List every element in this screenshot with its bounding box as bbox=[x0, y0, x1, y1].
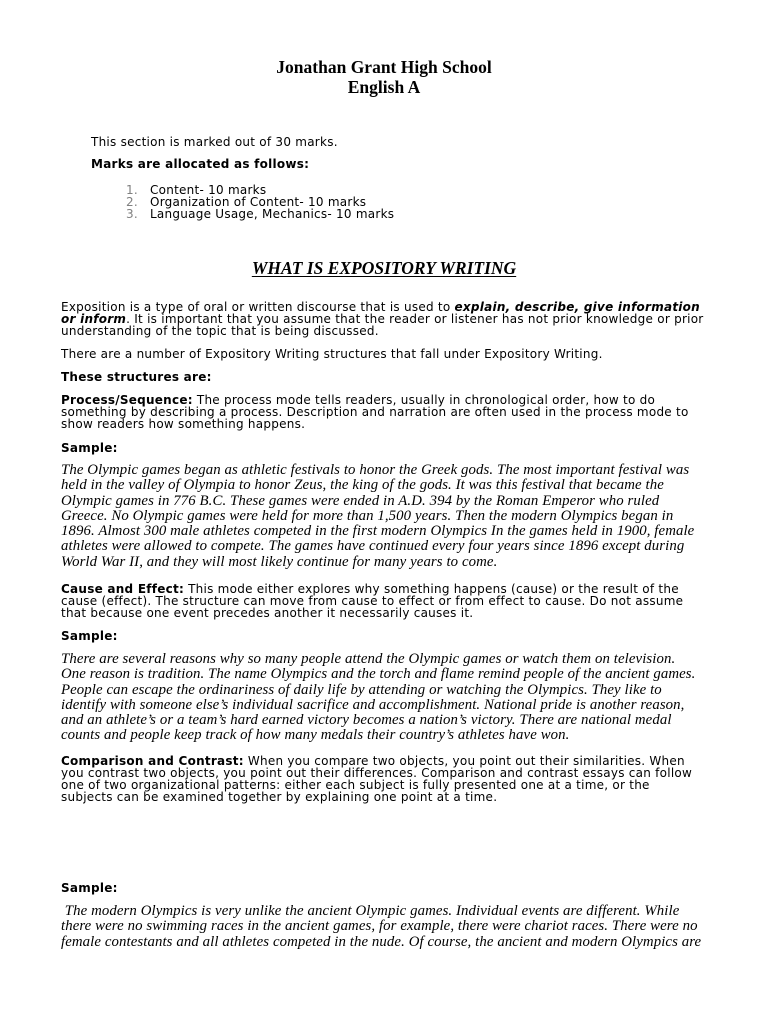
sample-line: counts and people keep track of how many medals their country’s athletes have won. bbox=[61, 727, 570, 744]
sample-line: female contestants and all athletes competed in the nude. Of course, the ancient and modern Olympics are bbox=[61, 933, 702, 950]
sample-label: Sample: bbox=[61, 629, 118, 643]
document-header bbox=[0, 57, 768, 97]
list-item-number: 3. bbox=[126, 207, 138, 221]
list-item-text: Content- 10 marks bbox=[150, 183, 267, 197]
paragraph-line: one of two organizational patterns: either each subject is fully presented one at a time, or the bbox=[61, 778, 650, 792]
course-name: English A bbox=[347, 77, 421, 97]
structures-heading: These structures are: bbox=[61, 370, 212, 384]
sample-line: Greece. No Olympic games were held for more than 1,500 years. Then the modern Olympics began in bbox=[61, 507, 674, 524]
marks-allocation-item bbox=[114, 208, 394, 220]
cause-effect-paragraph bbox=[61, 583, 683, 619]
paragraph-line: something by describing a process. Description and narration are often used in the process mode to bbox=[61, 405, 689, 419]
sample-label: Sample: bbox=[61, 441, 118, 455]
emphasis-text: or inform bbox=[61, 312, 127, 326]
paragraph-text: When you compare two objects, you point out their similarities. When bbox=[247, 754, 685, 768]
sample-line: and an athlete’s or a team’s hard earned victory becomes a nation’s victory. There are national medal bbox=[61, 712, 672, 728]
paragraph-line: cause (effect). The structure can move from cause to effect or from effect to cause. Do not assume bbox=[61, 594, 684, 608]
paragraph-line: that because one event precedes another it necessarily causes it. bbox=[61, 606, 474, 620]
paragraph-text: Exposition is a type of oral or written discourse that is used to bbox=[61, 300, 451, 314]
paragraph-line: subjects can be examined together by explaining one point at a time. bbox=[61, 790, 498, 804]
marks-allocation-list bbox=[114, 184, 394, 220]
list-item-number: 2. bbox=[126, 195, 138, 209]
sample-line: The Olympic games began as athletic festivals to honor the Greek gods. The most important festival was bbox=[61, 462, 690, 478]
sample-line: There are several reasons why so many people attend the Olympic games or watch them on television. bbox=[61, 651, 676, 667]
sample-line: identify with someone else’s individual sacrifice and accomplishment. National pride is another reason, bbox=[61, 696, 685, 713]
section-title-block bbox=[0, 258, 768, 278]
paragraph-text: The process mode tells readers, usually in chronological order, how to do bbox=[196, 393, 656, 407]
marks-allocation-heading: Marks are allocated as follows: bbox=[91, 157, 310, 171]
sample-passage bbox=[61, 652, 695, 744]
sample-line: One reason is tradition. The name Olympics and the torch and flame remind people of the ancient games. bbox=[61, 666, 696, 683]
paragraph-text: . It is important that you assume that the reader or listener has not prior knowledge or prior bbox=[126, 312, 704, 326]
structure-label: Cause and Effect: bbox=[61, 582, 184, 596]
structures-intro: There are a number of Expository Writing structures that fall under Expository Writing. bbox=[61, 347, 603, 361]
list-item-text: Organization of Content- 10 marks bbox=[150, 195, 367, 209]
process-sequence-paragraph bbox=[61, 394, 689, 430]
structure-label: Comparison and Contrast: bbox=[61, 754, 244, 768]
sample-line: 1896. Almost 300 male athletes competed in the first modern Olympics In the games held in 1900, female bbox=[61, 523, 695, 539]
list-item-text: Language Usage, Mechanics- 10 marks bbox=[150, 207, 395, 221]
sample-line: held in the valley of Olympia to honor Zeus, the king of the gods. It was this festival that became the bbox=[61, 477, 664, 494]
sample-line: there were no swimming races in the ancient games, for example, there were chariot races. There were no bbox=[61, 918, 698, 935]
definition-paragraph bbox=[61, 301, 703, 337]
sample-line: People can escape the ordinariness of daily life by attending or watching the Olympics. They like to bbox=[61, 681, 662, 698]
paragraph-text: This mode either explores why something happens (cause) or the result of the bbox=[188, 582, 679, 596]
school-name: Jonathan Grant High School bbox=[276, 57, 492, 77]
marks-total-note: This section is marked out of 30 marks. bbox=[91, 135, 338, 149]
structure-label: Process/Sequence: bbox=[61, 393, 193, 407]
sample-line: World War II, and they will most likely continue for many years to come. bbox=[61, 553, 498, 570]
paragraph-line: you contrast two objects, you point out their differences. Comparison and contrast essays can follow bbox=[61, 766, 693, 780]
emphasis-text: explain, describe, give information bbox=[454, 300, 700, 314]
paragraph-line: understanding of the topic that is being discussed. bbox=[61, 324, 379, 338]
paragraph-line: show readers how something happens. bbox=[61, 417, 306, 431]
sample-passage bbox=[61, 904, 701, 950]
sample-passage bbox=[61, 463, 694, 570]
sample-line: The modern Olympics is very unlike the ancient Olympic games. Individual events are different. While bbox=[61, 903, 680, 919]
section-title: WHAT IS EXPOSITORY WRITING bbox=[251, 258, 517, 278]
sample-label: Sample: bbox=[61, 881, 118, 895]
sample-line: Olympic games in 776 B.C. These games were ended in A.D. 394 by the Roman Emperor who ruled bbox=[61, 492, 660, 509]
comparison-contrast-paragraph bbox=[61, 755, 692, 803]
sample-line: athletes were allowed to compete. The games have continued every four years since 1896 except during bbox=[61, 538, 685, 555]
list-item-number: 1. bbox=[126, 183, 138, 197]
